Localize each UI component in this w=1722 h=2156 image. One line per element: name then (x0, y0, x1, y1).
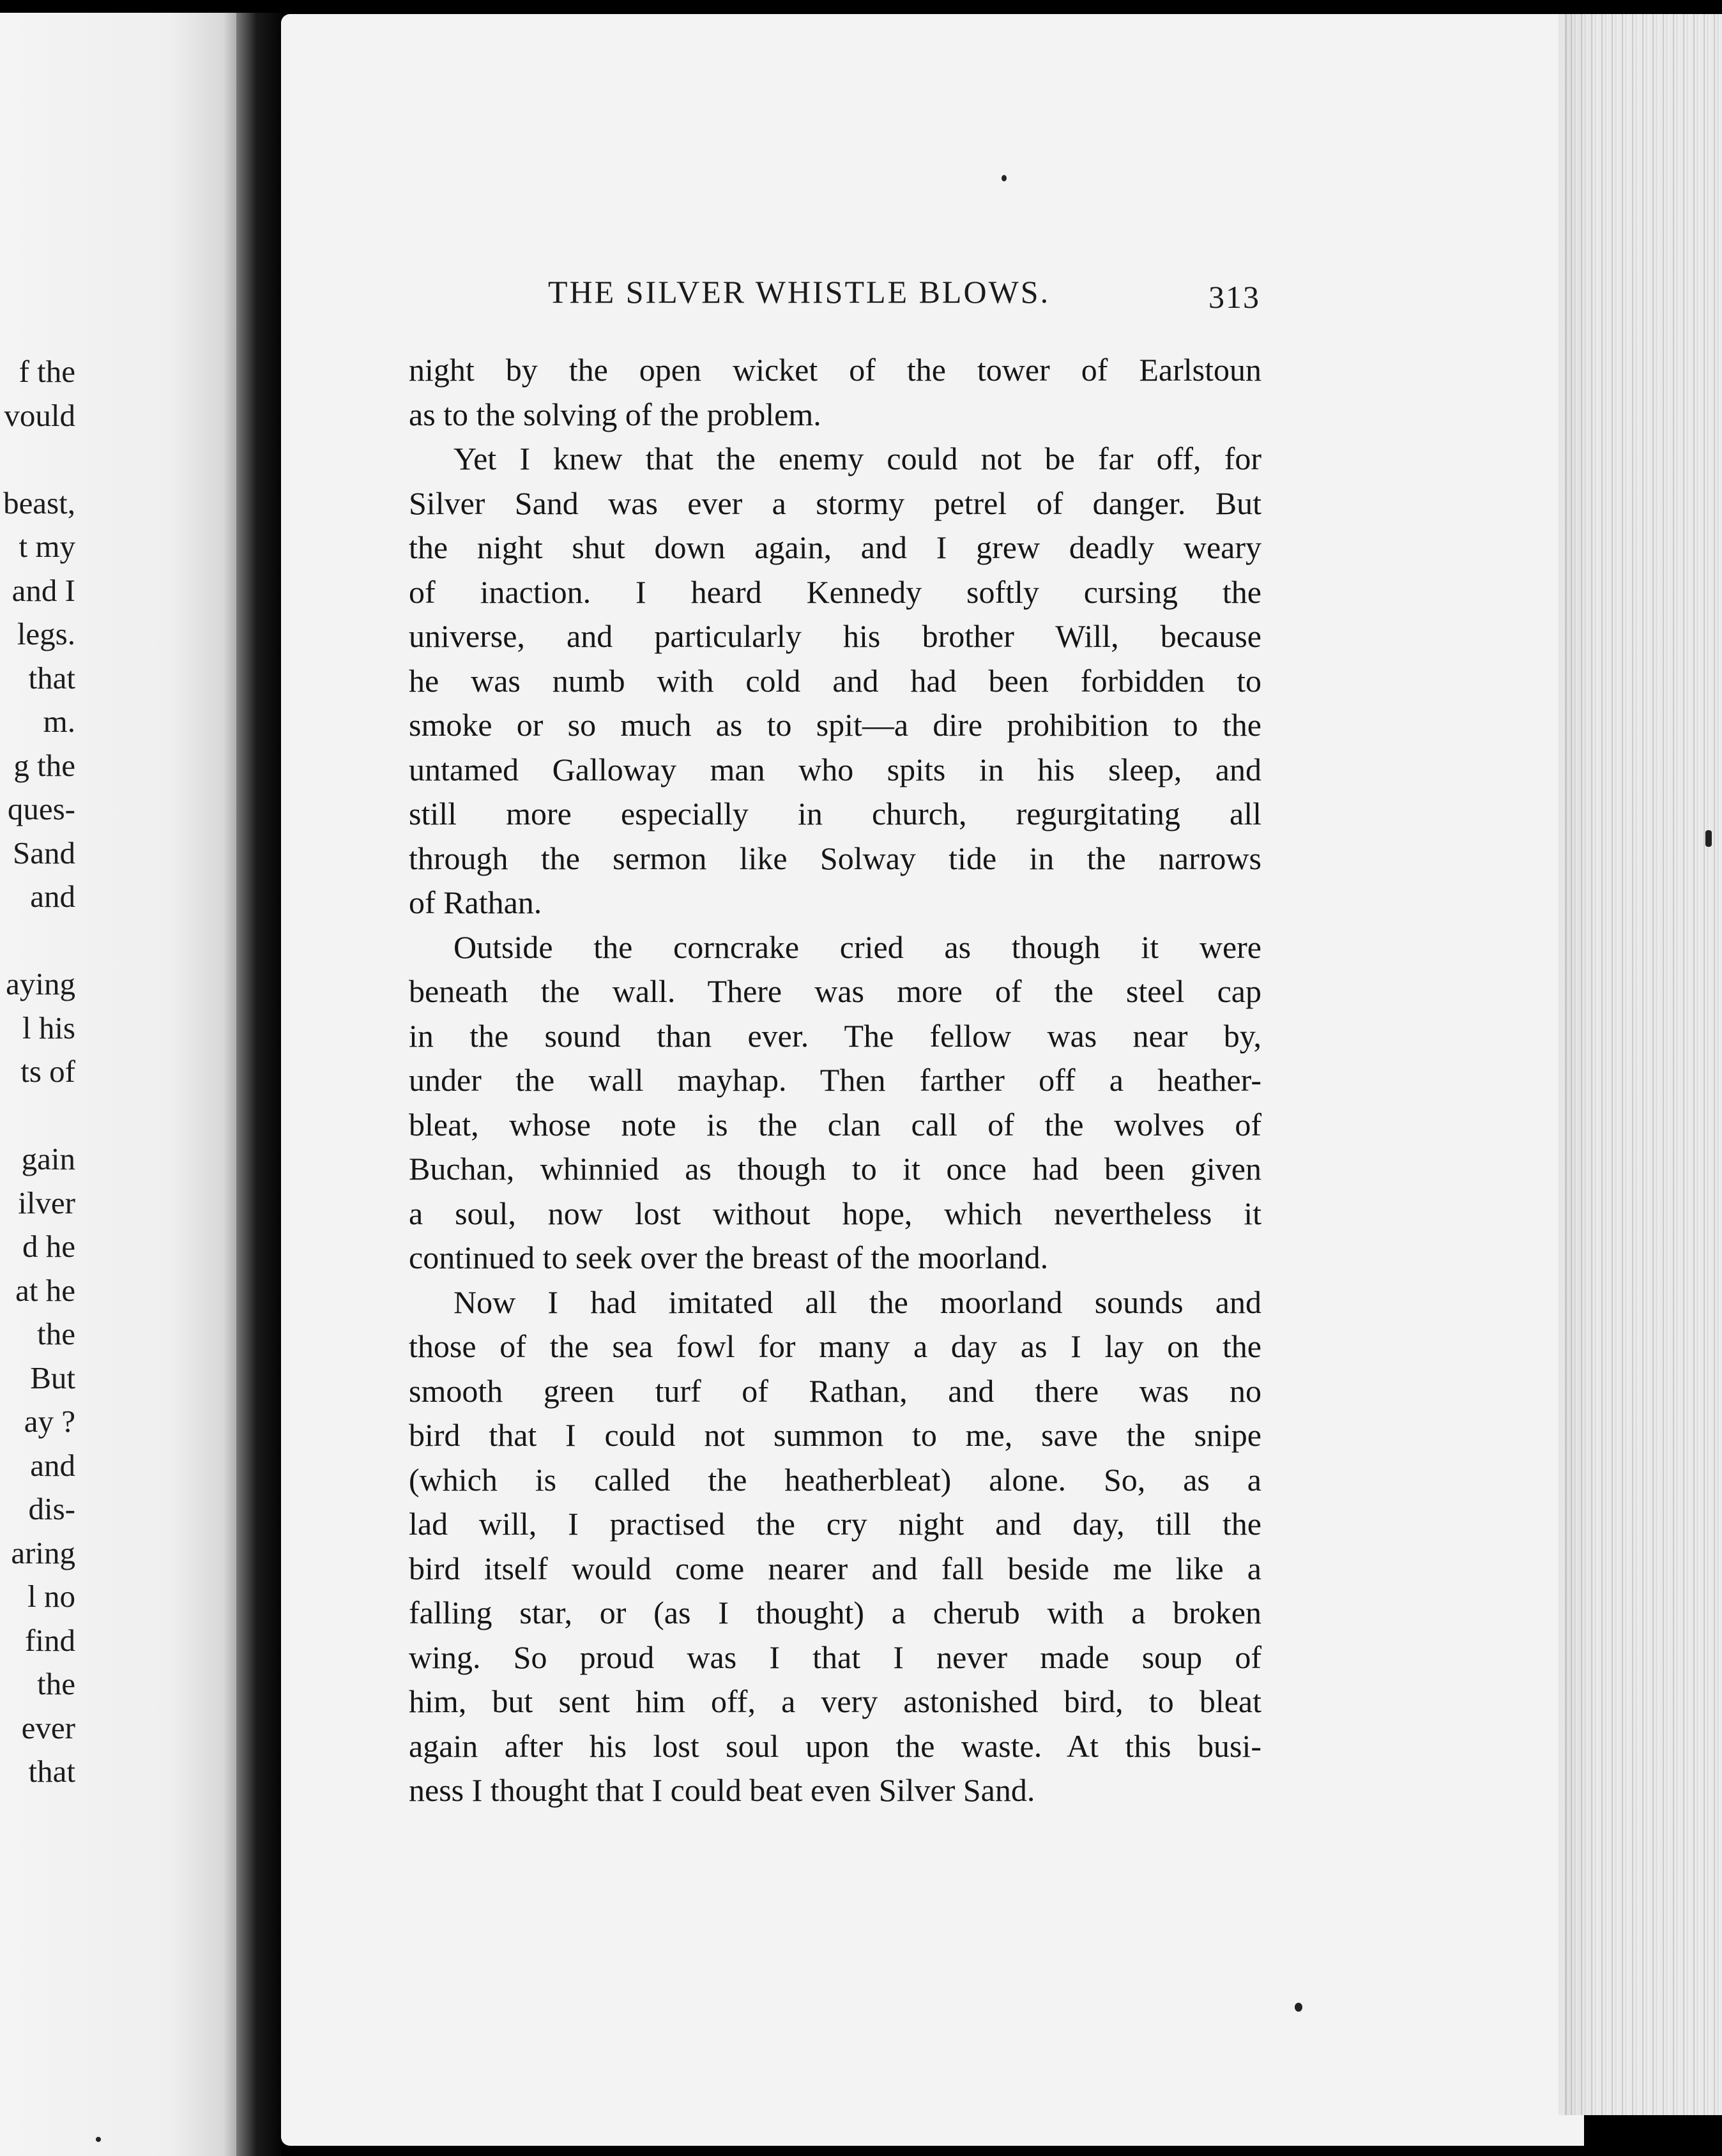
text-line: ness I thought that I could beat even Silver Sand. (409, 1772, 1035, 1808)
left-fragment-line: at he (15, 1272, 75, 1308)
running-head: THE SILVER WHISTLE BLOWS. (548, 274, 1051, 310)
left-fragment-line: find (25, 1622, 75, 1658)
text-line: Outside the corncrake cried as though it were (453, 929, 1261, 965)
page-edge-shadow (1558, 14, 1597, 2115)
left-fragment-line: that (28, 660, 75, 695)
left-fragment-line: the (37, 1316, 75, 1351)
left-fragment-line: l his (22, 1010, 75, 1045)
left-fragment-line: g the (13, 747, 75, 783)
ink-speck (1295, 2003, 1302, 2012)
left-fragment-line: and (30, 879, 75, 914)
text-line: smooth green turf of Rathan, and there was no (409, 1372, 1261, 1409)
text-line: Buchan, whinnied as though to it once had been given (409, 1151, 1261, 1187)
text-line: wing. So proud was I that I never made soup of (409, 1639, 1261, 1675)
text-line: bleat, whose note is the clan call of the wolves of (409, 1106, 1261, 1143)
text-line: in the sound than ever. The fellow was near by, (409, 1017, 1261, 1054)
text-line: beneath the wall. There was more of the steel cap (409, 973, 1261, 1009)
text-line: the night shut down again, and I grew deadly weary (409, 529, 1261, 565)
left-fragment-line (0, 437, 75, 482)
left-fragment-line: and (30, 1447, 75, 1483)
text-line: smoke or so much as to spit—a dire prohibition to the (409, 707, 1261, 743)
text-line: still more especially in church, regurgitating all (409, 796, 1261, 831)
page-number: 313 (1208, 279, 1260, 315)
left-page-text-fragments (0, 350, 75, 1794)
left-fragment-line: t my (19, 529, 75, 564)
left-fragment-line: But (30, 1360, 75, 1395)
book-gutter-shadow (236, 13, 281, 2156)
ink-speck (96, 2137, 101, 2142)
text-line: he was numb with cold and had been forbidden to (409, 662, 1261, 699)
left-fragment-line: Sand (13, 835, 75, 870)
text-line: continued to seek over the breast of the moorland. (409, 1240, 1049, 1275)
text-line: Silver Sand was ever a stormy petrel of danger. But (409, 485, 1261, 521)
left-fragment-line: the (37, 1666, 75, 1701)
text-line: through the sermon like Solway tide in the narrows (409, 840, 1261, 876)
ink-speck (1002, 175, 1007, 181)
text-line: lad will, I practised the cry night and day, till the (409, 1506, 1261, 1542)
left-fragment-line (0, 919, 75, 963)
left-fragment-line: aying (6, 966, 75, 1001)
text-line: bird itself would come nearer and fall beside me like a (409, 1550, 1261, 1586)
text-line: a soul, now lost without hope, which nevertheless it (409, 1195, 1261, 1231)
left-fragment-line: beast, (3, 485, 75, 520)
text-line: universe, and particularly his brother Will, because (409, 618, 1261, 654)
left-fragment-line: legs. (17, 616, 75, 651)
paragraph (409, 437, 1261, 925)
paragraph (409, 925, 1261, 1280)
left-fragment-line: and I (11, 572, 75, 608)
text-line: Yet I knew that the enemy could not be far off, for (453, 441, 1261, 476)
left-fragment-line: f the (19, 354, 75, 389)
text-line: again after his lost soul upon the waste. At this busi- (409, 1727, 1261, 1764)
text-line: as to the solving of the problem. (409, 396, 821, 432)
left-fragment-line: m. (43, 704, 75, 739)
left-fragment-line: vould (4, 397, 75, 433)
paragraph (409, 1280, 1261, 1813)
text-line: bird that I could not summon to me, save the snipe (409, 1417, 1261, 1453)
left-fragment-line: ever (21, 1710, 75, 1745)
text-line: untamed Galloway man who spits in his sleep, and (409, 751, 1261, 787)
left-fragment-line: gain (21, 1141, 75, 1176)
left-fragment-line: d he (22, 1229, 75, 1264)
left-fragment-line: ques- (7, 791, 75, 826)
left-fragment-line: l no (27, 1579, 75, 1614)
text-line: of Rathan. (409, 884, 542, 920)
text-line: falling star, or (as I thought) a cherub with a broken (409, 1595, 1261, 1630)
left-facing-page (0, 13, 243, 2156)
text-line: those of the sea fowl for many a day as I lay on the (409, 1328, 1261, 1364)
text-line: Now I had imitated all the moorland sounds and (453, 1284, 1261, 1320)
paragraph (409, 348, 1261, 437)
left-fragment-line: ay ? (24, 1404, 75, 1439)
text-line: (which is called the heatherbleat) alone. So, as a (409, 1461, 1261, 1498)
text-line: night by the open wicket of the tower of Earlstoun (409, 352, 1261, 388)
text-line: of inaction. I heard Kennedy softly cursing the (409, 573, 1261, 610)
left-fragment-line: aring (11, 1535, 75, 1570)
left-fragment-line: ilver (18, 1185, 75, 1220)
text-line: him, but sent him off, a very astonished bird, to bleat (409, 1683, 1261, 1719)
left-fragment-line: that (28, 1754, 75, 1789)
left-fragment-line: ts of (20, 1054, 75, 1089)
ink-speck (1705, 830, 1712, 847)
left-fragment-line: dis- (28, 1491, 75, 1526)
text-line: under the wall mayhap. Then farther off a heather- (409, 1062, 1261, 1098)
left-fragment-line (0, 1094, 75, 1138)
body-text (409, 348, 1261, 1813)
